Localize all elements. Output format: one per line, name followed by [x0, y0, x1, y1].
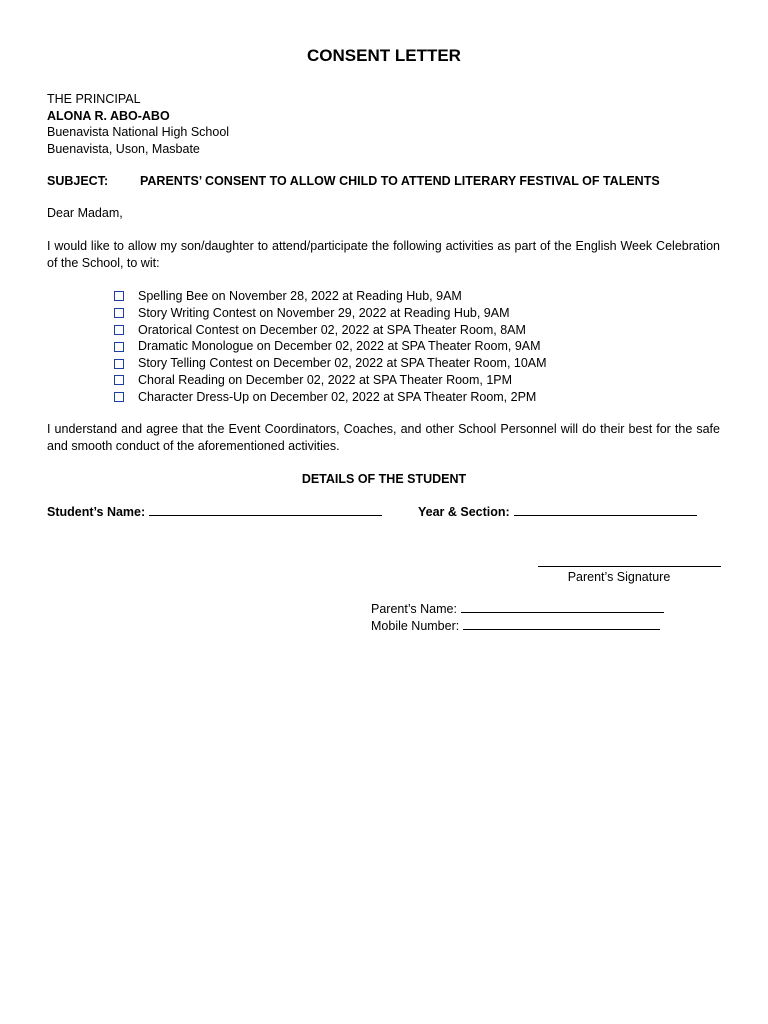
- activity-item: [114, 288, 547, 305]
- recipient-school: Buenavista National High School: [47, 125, 230, 140]
- checkbox-icon[interactable]: [114, 392, 124, 402]
- recipient-location: Buenavista, Uson, Masbate: [47, 141, 200, 156]
- subject-label: SUBJECT:: [47, 174, 109, 188]
- activity-item: [114, 355, 547, 372]
- activity-label: Spelling Bee on November 28, 2022 at Reading Hub, 9AM: [138, 289, 462, 304]
- student-details-heading: DETAILS OF THE STUDENT: [301, 472, 467, 486]
- salutation: Dear Madam,: [47, 206, 123, 220]
- activity-item: [114, 372, 547, 389]
- student-name-label: Student’s Name:: [47, 505, 146, 519]
- activity-label: Oratorical Contest on December 02, 2022 at SPA Theater Room, 8AM: [138, 322, 526, 337]
- activity-item: [114, 338, 547, 355]
- year-section-blank[interactable]: [514, 504, 697, 516]
- activity-label: Story Writing Contest on November 29, 2022 at Reading Hub, 9AM: [138, 305, 510, 320]
- document-title: CONSENT LETTER: [307, 46, 461, 65]
- activity-label: Story Telling Contest on December 02, 2022 at SPA Theater Room, 10AM: [138, 356, 547, 371]
- parent-signature-line[interactable]: [538, 556, 721, 567]
- parent-name-field: [371, 601, 664, 618]
- activity-label: Dramatic Monologue on December 02, 2022 at SPA Theater Room, 9AM: [138, 339, 541, 354]
- parent-name-label: Parent’s Name:: [371, 602, 457, 616]
- checkbox-icon[interactable]: [114, 291, 124, 301]
- checkbox-icon[interactable]: [114, 359, 124, 369]
- agreement-paragraph: I understand and agree that the Event Coordinators, Coaches, and other School Personnel will do their best for the safe and smooth conduct of the aforementioned activities.: [47, 422, 720, 453]
- activity-item: [114, 322, 547, 339]
- mobile-number-field: [371, 618, 660, 635]
- recipient-address: [47, 91, 229, 157]
- activity-label: Choral Reading on December 02, 2022 at SPA Theater Room, 1PM: [138, 373, 513, 388]
- activity-label: Character Dress-Up on December 02, 2022 at SPA Theater Room, 2PM: [138, 389, 537, 404]
- year-section-label: Year & Section:: [418, 505, 510, 519]
- parent-signature-label: Parent’s Signature: [567, 570, 671, 584]
- student-name-blank[interactable]: [149, 504, 382, 516]
- student-name-field: [47, 504, 382, 521]
- checkbox-icon[interactable]: [114, 325, 124, 335]
- year-section-field: [418, 504, 697, 521]
- intro-paragraph: I would like to allow my son/daughter to attend/participate the following activities as part of the English Week Celebration of the School, to wit:: [47, 239, 720, 270]
- activity-item: [114, 389, 547, 406]
- parent-name-blank[interactable]: [461, 601, 664, 613]
- checkbox-icon[interactable]: [114, 375, 124, 385]
- checkbox-icon[interactable]: [114, 342, 124, 352]
- mobile-number-label: Mobile Number:: [371, 619, 460, 633]
- activity-checklist: [114, 288, 547, 406]
- checkbox-icon[interactable]: [114, 308, 124, 318]
- subject-text: PARENTS’ CONSENT TO ALLOW CHILD TO ATTEND LITERARY FESTIVAL OF TALENTS: [140, 174, 660, 188]
- activity-item: [114, 305, 547, 322]
- subject-line: [47, 173, 660, 190]
- mobile-number-blank[interactable]: [463, 618, 660, 630]
- recipient-name: ALONA R. ABO-ABO: [47, 108, 170, 123]
- recipient-title: THE PRINCIPAL: [47, 92, 141, 106]
